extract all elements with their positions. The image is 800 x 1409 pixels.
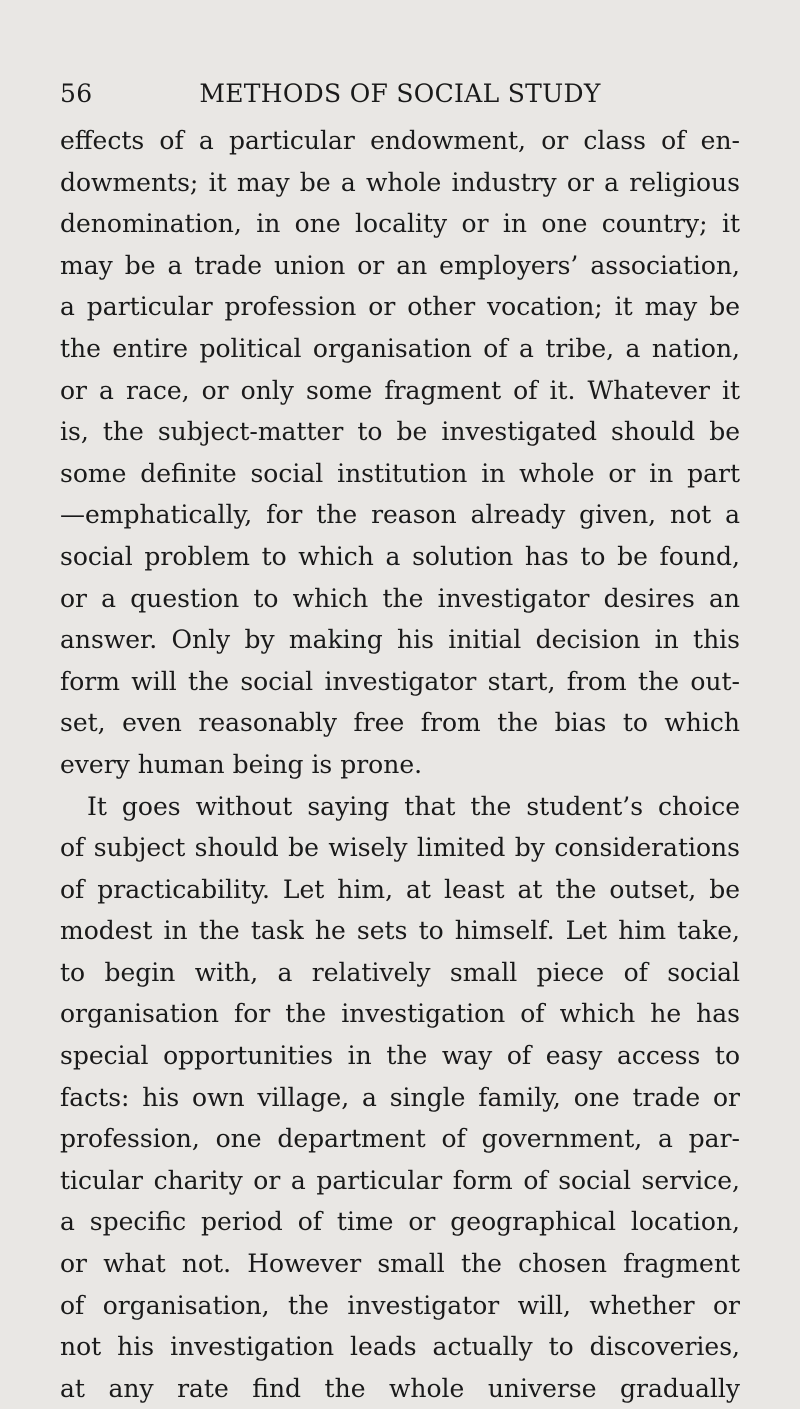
- text-line: may be a trade union or an employers’ association,: [60, 250, 740, 280]
- page-header: [60, 74, 740, 114]
- text-line: or a question to which the investigator desires an: [60, 583, 740, 613]
- text-line: profession, one department of government, a par-: [60, 1124, 740, 1154]
- paragraph-end-line: every human being is prone.: [60, 749, 423, 779]
- text-line: dowments; it may be a whole industry or a religious: [60, 167, 740, 197]
- text-line: denomination, in one locality or in one country; it: [60, 209, 740, 239]
- text-line: or a race, or only some fragment of it. Whatever it: [60, 375, 740, 405]
- text-line: facts: his own village, a single family, one trade or: [60, 1082, 740, 1112]
- text-line: organisation for the investigation of which he has: [60, 999, 740, 1029]
- running-head: METHODS OF SOCIAL STUDY: [199, 79, 601, 108]
- text-line: modest in the task he sets to himself. Let him take,: [60, 916, 740, 946]
- text-line: special opportunities in the way of easy access to: [60, 1041, 740, 1071]
- text-line: the entire political organisation of a tribe, a nation,: [60, 333, 740, 363]
- text-line: ticular charity or a particular form of social service,: [60, 1165, 740, 1195]
- text-line: effects of a particular endowment, or class of en-: [60, 126, 740, 155]
- page-number: 56: [60, 79, 93, 108]
- text-line: a specific period of time or geographical location,: [60, 1207, 740, 1237]
- body-text: [60, 120, 740, 1409]
- text-line: or what not. However small the chosen fragment: [60, 1249, 740, 1279]
- text-line: answer. Only by making his initial decision in this: [60, 625, 740, 655]
- text-line: of organisation, the investigator will, whether or: [60, 1290, 740, 1320]
- text-line: some definite social institution in whole or in part: [60, 458, 740, 488]
- text-line: not his investigation leads actually to discoveries,: [60, 1332, 740, 1362]
- paragraph-start-line: It goes without saying that the student’s choice: [87, 791, 740, 821]
- text-line: is, the subject-matter to be investigated should be: [60, 417, 740, 447]
- text-line: form will the social investigator start, from the out-: [60, 666, 740, 696]
- text-line: of subject should be wisely limited by considerations: [60, 833, 740, 863]
- text-line: at any rate find the whole universe gradually: [60, 1373, 740, 1403]
- text-line: —emphatically, for the reason already given, not a: [60, 500, 740, 530]
- text-line: a particular profession or other vocation; it may be: [60, 292, 740, 322]
- text-line: set, even reasonably free from the bias to which: [60, 708, 740, 738]
- text-line: to begin with, a relatively small piece of social: [60, 957, 740, 987]
- text-line: social problem to which a solution has to be found,: [60, 541, 740, 571]
- text-line: of practicability. Let him, at least at the outset, be: [60, 874, 740, 904]
